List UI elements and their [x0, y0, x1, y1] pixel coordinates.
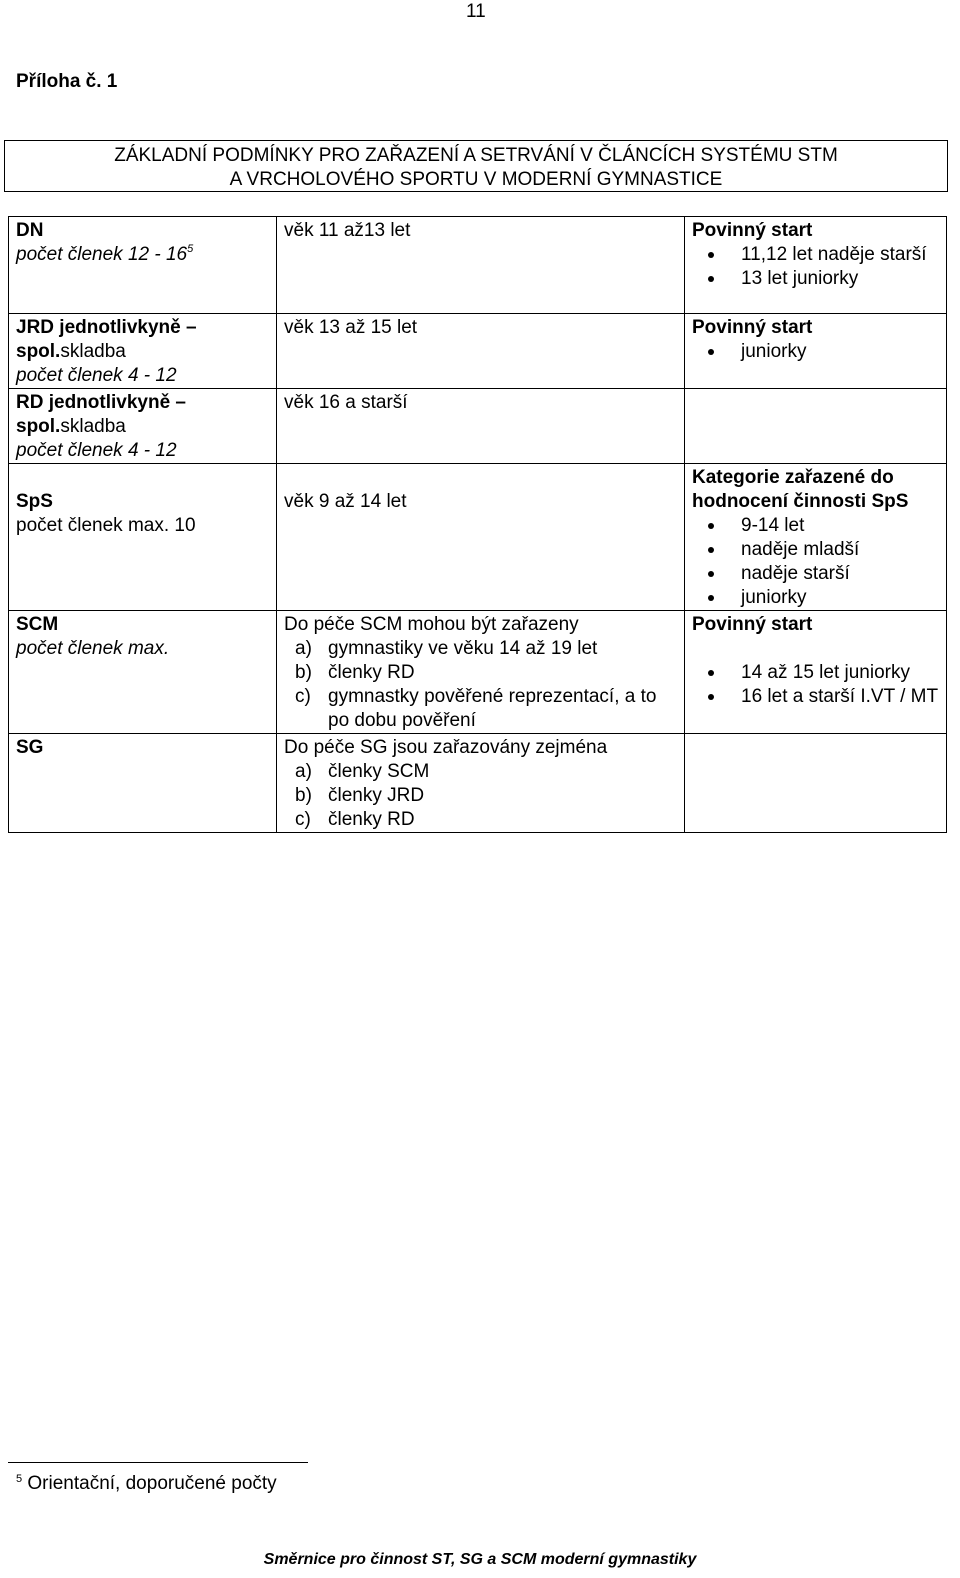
- cell-jrd-requirements: [685, 314, 947, 389]
- list-item: [284, 685, 678, 733]
- cell-jrd-category: [9, 314, 277, 389]
- rd-name-bold: RD jednotlivkyně – spol.: [16, 392, 186, 437]
- sps-req-list: [692, 514, 940, 610]
- cell-sg-requirements: [685, 734, 947, 833]
- jrd-name-rest: skladba: [60, 341, 126, 362]
- sg-list: [284, 760, 678, 832]
- dn-footnote-ref: 5: [187, 243, 194, 255]
- footnote-number: 5: [16, 1473, 23, 1485]
- rd-age: věk 16 a starší: [284, 392, 408, 413]
- scm-req-list: [692, 661, 940, 709]
- sps-age: věk 9 až 14 let: [284, 491, 407, 512]
- list-marker: c): [295, 686, 311, 707]
- table-row-sps: [9, 464, 947, 611]
- dn-count-text: počet členek 12 - 16: [16, 244, 188, 265]
- cell-rd-requirements: [685, 389, 947, 464]
- spacer: [692, 637, 940, 661]
- sg-name: SG: [16, 737, 44, 758]
- cell-sps-age: [277, 464, 685, 611]
- cell-sg-description: [277, 734, 685, 833]
- sg-intro: Do péče SG jsou zařazovány zejména: [284, 737, 608, 758]
- list-text: členky JRD: [328, 785, 425, 806]
- cell-dn-age: [277, 217, 685, 314]
- dn-count: [16, 243, 270, 267]
- list-text: členky RD: [328, 662, 415, 683]
- page-footer: Směrnice pro činnost ST, SG a SCM moderní gymnastiky: [263, 1551, 697, 1568]
- cell-rd-category: [9, 389, 277, 464]
- dn-name: DN: [16, 220, 44, 241]
- cell-sps-category: [9, 464, 277, 611]
- cell-scm-description: [277, 611, 685, 734]
- table-row-scm: [9, 611, 947, 734]
- jrd-req-list: [692, 340, 940, 364]
- table-row-dn: [9, 217, 947, 314]
- scm-intro: Do péče SCM mohou být zařazeny: [284, 614, 579, 635]
- jrd-req-title: Povinný start: [692, 317, 813, 338]
- cell-sg-category: [9, 734, 277, 833]
- list-item: [284, 784, 678, 808]
- table-row-jrd: [9, 314, 947, 389]
- list-item: 13 let juniorky: [692, 267, 940, 291]
- jrd-name-bold: JRD jednotlivkyně – spol.: [16, 317, 197, 362]
- cell-dn-requirements: [685, 217, 947, 314]
- sps-req-title: Kategorie zařazené do hodnocení činnosti SpS: [692, 467, 909, 512]
- title-line-1: ZÁKLADNÍ PODMÍNKY PRO ZAŘAZENÍ A SETRVÁNÍ V ČLÁNCÍCH SYSTÉMU STM: [114, 145, 838, 166]
- scm-req-title: Povinný start: [692, 614, 813, 635]
- list-text: gymnastky pověřené reprezentací, a to po dobu pověření: [328, 686, 657, 731]
- list-marker: a): [295, 761, 312, 782]
- list-marker: c): [295, 809, 311, 830]
- footnote-text: Orientační, doporučené počty: [27, 1473, 277, 1494]
- scm-count: počet členek max.: [16, 638, 170, 659]
- cell-scm-requirements: [685, 611, 947, 734]
- dn-req-list: [692, 243, 940, 291]
- scm-list: [284, 637, 678, 733]
- rd-name: [16, 391, 270, 439]
- list-item: 9-14 let: [692, 514, 940, 538]
- appendix-heading: Příloha č. 1: [16, 71, 118, 92]
- dn-age: věk 11 až13 let: [284, 220, 411, 241]
- list-marker: b): [295, 785, 312, 806]
- spacer: [284, 466, 678, 490]
- list-item: [284, 808, 678, 832]
- footnote-separator: [8, 1462, 308, 1463]
- list-item: 11,12 let naděje starší: [692, 243, 940, 267]
- rd-count: počet členek 4 - 12: [16, 440, 177, 461]
- dn-req-title: Povinný start: [692, 220, 813, 241]
- conditions-table: [8, 216, 947, 833]
- list-item: juniorky: [692, 340, 940, 364]
- jrd-name: [16, 316, 270, 364]
- list-item: [284, 760, 678, 784]
- title-line-2: A VRCHOLOVÉHO SPORTU V MODERNÍ GYMNASTICE: [229, 169, 723, 190]
- list-item: [284, 661, 678, 685]
- sps-name: SpS: [16, 491, 53, 512]
- page-number: 11: [466, 1, 486, 22]
- cell-rd-age: [277, 389, 685, 464]
- list-item: naděje starší: [692, 562, 940, 586]
- list-item: juniorky: [692, 586, 940, 610]
- scm-name: SCM: [16, 614, 59, 635]
- rd-name-rest: skladba: [60, 416, 126, 437]
- document-title-box: [4, 140, 948, 192]
- sps-count: počet členek max. 10: [16, 515, 196, 536]
- cell-sps-requirements: [685, 464, 947, 611]
- list-marker: b): [295, 662, 312, 683]
- spacer: [16, 466, 270, 490]
- cell-jrd-age: [277, 314, 685, 389]
- list-item: 16 let a starší I.VT / MT: [692, 685, 940, 709]
- list-item: 14 až 15 let juniorky: [692, 661, 940, 685]
- list-text: gymnastiky ve věku 14 až 19 let: [328, 638, 598, 659]
- cell-dn-category: [9, 217, 277, 314]
- list-item: [284, 637, 678, 661]
- cell-scm-category: [9, 611, 277, 734]
- footnote: [16, 1472, 277, 1496]
- list-marker: a): [295, 638, 312, 659]
- jrd-count: počet členek 4 - 12: [16, 365, 177, 386]
- list-text: členky SCM: [328, 761, 430, 782]
- list-item: naděje mladší: [692, 538, 940, 562]
- jrd-age: věk 13 až 15 let: [284, 317, 418, 338]
- table-row-rd: [9, 389, 947, 464]
- table-row-sg: [9, 734, 947, 833]
- list-text: členky RD: [328, 809, 415, 830]
